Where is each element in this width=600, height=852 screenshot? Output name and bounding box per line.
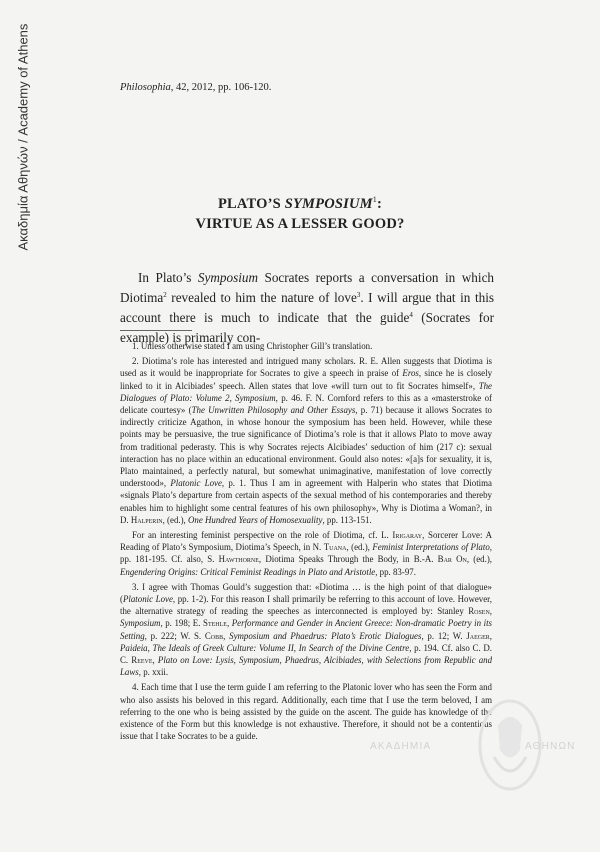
fn-text: , (ed.), [466,554,493,565]
fn-text: , p. xxii. [138,667,169,678]
side-stamp: Ακαδημία Αθηνών / Academy of Athens [15,23,31,251]
fn-text: , p. 198; E. [160,618,204,629]
fn-author: Jaeger [466,630,490,641]
title-italic: SYMPOSIUM [284,196,373,212]
fn-italic: Platonic Love [170,478,222,489]
footnote-ref: 4 [409,311,413,319]
fn-text: , (ed.), [346,542,373,553]
fn-text: , since he is closely linked to it in Alcibiades’ speech. Allen states that love «will turn out to fit Socrates himself», [120,368,493,391]
watermark-text-right: ΑΘΗΝΩΝ [525,741,576,752]
body-paragraph [120,268,494,348]
fn-author: Hawthorne [218,554,259,565]
fn-text: , p. 46. F. N. Cornford refers to this as a «masterstroke of delicate courtesy» ( [120,392,492,416]
fn-italic: Feminist Interpretations of Plato [372,542,490,553]
title-suffix: : [376,196,382,212]
fn-text: , p. 194. Cf. also C. D. C. [120,642,493,666]
fn-italic: Symposium [120,618,161,629]
fn-italic: Engendering Origins: Critical Feminist Readings in Plato and Aristotle [120,566,376,577]
fn-text: , [152,655,158,666]
fn-italic: Performance and Gender in Ancient Greece: Non-dramatic Poetry in its Setting [120,618,493,641]
title-line-2: VIRTUE AS A LESSER GOOD? [195,216,405,232]
citation-details: , 42, 2012, pp. 106-120. [170,82,272,93]
fn-text: , [226,618,232,629]
fn-author: Rosen [468,606,490,617]
footnotes [120,338,492,746]
fn-text: , pp. 83-97. [375,566,416,577]
watermark-text-left: ΑΚΑΔΗΜΙΑ [370,741,432,752]
footnote-3 [120,581,492,679]
fn-italic: The Unwritten Philosophy and Other Essays [191,405,356,416]
fn-italic: Plato on Love: Lysis, Symposium, Phaedrus, Alcibiades, with Selections from Republic and Laws [120,655,493,678]
fn-author: Irigaray [392,530,423,541]
fn-text: , Sorcerer Love: A Reading of Plato’s Symposium, Diotima’s Speech, in N. [120,530,492,553]
footnote-1: 1. Unless otherwise stated I am using Christopher Gill’s translation. [132,341,373,351]
fn-text: , (ed.), [162,514,188,525]
fn-text: , pp. 181-195. Cf. also, S. [120,542,492,565]
fn-author: Halperin [130,514,163,525]
fn-italic: Paideia, The Ideals of Greek Culture: Volume II, In Search of the Divine Centre [120,642,410,653]
fn-text: , Diotima Speaks Through the Body, in B.-A. [258,554,438,565]
title-prefix: PLATO’S [218,196,285,212]
fn-italic: Eros [402,368,419,379]
footnote-ref: 3 [356,291,361,299]
fn-author: Stehle [203,618,227,629]
article-title [0,190,600,234]
fn-text: 2. Diotima’s role has interested and intrigued many scholars. R. E. Allen suggests that Diotima is used as it would be inappropriate for Socrates to give a speech in praise of [120,356,492,379]
title-footnote-ref: 1 [372,195,377,204]
fn-text: 3. I agree with Thomas Gould’s suggestion that: «Diotima … is the high point of that dialogue» ( [120,581,492,605]
body-text: . I will argue that in this account there is much to indicate that the guide [120,290,495,325]
footnote-2 [120,355,492,526]
journal-name: Philosophia [120,82,171,93]
footnote-2-continued [120,529,492,578]
body-text: Socrates reports a conversation in which Diotima [120,270,495,305]
fn-text: , p. 71) because it allows Socrates to indirectly criticize Agathon, in whose honour the symposium has been held. However, while these points may be persuasive, the true significance of Diotima’s role is that it allows Plato to move away from traditional pederasty. This is why Socrates rejects Alcibiades’ seduction of him (217 c): sexual interaction has no place within an educational environment. Gould also notes: «[a]s for sexuality, it is, Plato maintained, a perfectly natural, but somewhat unimaginative, manifestation of love correctly understood», [120,405,492,489]
title-line-1 [0,190,600,214]
footnote-ref: 2 [163,291,167,299]
fn-text: For an interesting feminist perspective on the role of Diotima, cf. L. [132,530,393,541]
body-text: (Socrates for example) is primarily con- [120,310,494,345]
footnote-4: 4. Each time that I use the term guide I am referring to the Platonic lover who has seen the Form and who also assists his beloved in this regard. Additionally, each time that I use the term beloved, I am referring to the one who is being assisted by the guide on the ascent. The guide has knowledge of the existence of the Form but this knowledge is not exhaustive. Therefore, it should not be a contentious issue that I take Socrates to be a guide. [120,682,492,742]
footnote-separator [120,330,192,331]
body-italic: Symposium [197,270,258,285]
fn-text: , [223,630,230,641]
fn-italic: Platonic Love [122,594,173,605]
fn-author: Reeve [131,655,153,666]
fn-text: , pp. 113-151. [322,514,372,525]
fn-text: , [489,606,492,617]
fn-author: Cobb [204,630,224,641]
fn-italic: One Hundred Years of Homosexuality [188,514,323,525]
fn-text: , p. 222; W. S. [144,630,205,641]
fn-text: , [489,630,492,641]
fn-text: , p. 12; W. [421,630,467,641]
body-text: revealed to him the nature of love [171,290,357,305]
fn-author: Bar On [437,554,467,565]
fn-text: , pp. 1-2). For this reason I shall primarily be referring to this account of love. However, the alternative strategy of reading the speeches as interconnected is employed by: Stanley [120,594,492,617]
fn-italic: The Dialogues of Plato: Volume 2, Symposium [120,380,492,403]
journal-citation [120,82,271,93]
fn-text: , p. 1. Thus I am in agreement with Halperin who states that Diotima «signals Plato’s departure from certain aspects of the sexual method of his contemporaries and thereby enables him to highlight some central features of his own philosophy», Why is Diotima a Woman?, in D. [120,478,492,525]
fn-italic: Symposium and Phaedrus: Plato’s Erotic Dialogues [229,630,422,641]
fn-author: Tuana [323,542,347,553]
body-text: In Plato’s [138,270,198,285]
